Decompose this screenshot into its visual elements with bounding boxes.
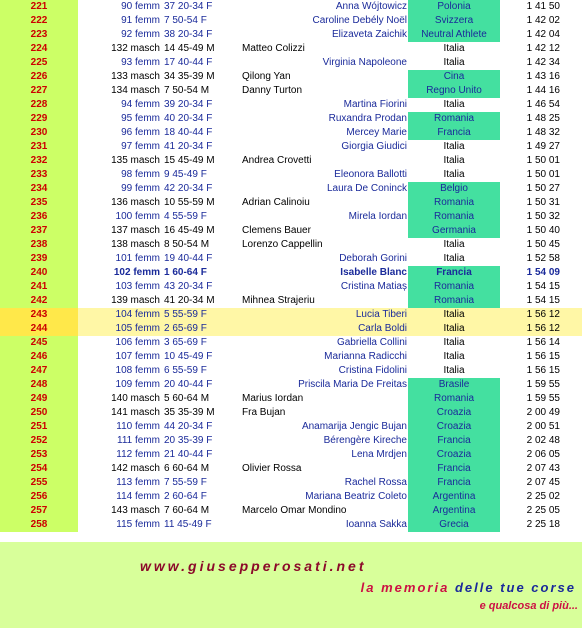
time-cell: 2 00 51 xyxy=(526,421,560,432)
gender-rank-cell: 95 femm xyxy=(121,113,160,124)
position-cell: 234 xyxy=(0,182,78,196)
position-cell: 255 xyxy=(0,476,78,490)
gender-rank-cell: 112 femm xyxy=(116,449,160,460)
gender-rank-cell: 133 masch xyxy=(111,71,160,82)
position-cell: 235 xyxy=(0,196,78,210)
time-cell: 1 50 31 xyxy=(526,197,560,208)
nation-cell: Brasile xyxy=(408,378,500,392)
position-cell: 251 xyxy=(0,420,78,434)
athlete-name-cell: Adrian Calinoiu xyxy=(242,197,310,208)
position-cell: 232 xyxy=(0,154,78,168)
table-row xyxy=(0,490,582,504)
gender-rank-cell: 102 femm xyxy=(113,267,160,278)
table-row xyxy=(0,434,582,448)
category-cell: 35 35-39 M xyxy=(164,407,215,418)
table-row xyxy=(0,84,582,98)
time-cell: 1 48 25 xyxy=(526,113,560,124)
nation-cell: Italia xyxy=(443,57,465,68)
category-cell: 20 35-39 F xyxy=(164,435,213,446)
gender-rank-cell: 136 masch xyxy=(111,197,160,208)
athlete-name-cell: Ruxandra Prodan xyxy=(328,113,407,124)
gender-rank-cell: 92 femm xyxy=(121,29,160,40)
time-cell: 1 42 02 xyxy=(526,15,560,26)
table-row xyxy=(0,336,582,350)
nation-cell: Neutral Athlete xyxy=(408,28,500,42)
position-cell: 229 xyxy=(0,112,78,126)
category-cell: 5 55-59 F xyxy=(164,309,207,320)
position-cell: 252 xyxy=(0,434,78,448)
time-cell: 1 56 12 xyxy=(526,309,560,320)
table-row xyxy=(0,420,582,434)
time-cell: 1 43 16 xyxy=(526,71,560,82)
table-row xyxy=(0,28,582,42)
athlete-name-cell: Carla Boldi xyxy=(358,323,407,334)
nation-cell: Italia xyxy=(443,169,465,180)
table-row xyxy=(0,378,582,392)
athlete-name-cell: Lorenzo Cappellin xyxy=(242,239,323,250)
category-cell: 8 50-54 M xyxy=(164,239,210,250)
nation-cell: Croazia xyxy=(408,420,500,434)
category-cell: 9 45-49 F xyxy=(164,169,207,180)
category-cell: 7 55-59 F xyxy=(164,477,207,488)
time-cell: 1 50 01 xyxy=(526,169,560,180)
athlete-name-cell: Matteo Colizzi xyxy=(242,43,305,54)
position-cell: 221 xyxy=(0,0,78,14)
time-cell: 1 50 40 xyxy=(526,225,560,236)
nation-cell: Francia xyxy=(408,266,500,280)
nation-cell: Italia xyxy=(443,253,465,264)
athlete-name-cell: Fra Bujan xyxy=(242,407,286,418)
nation-cell: Francia xyxy=(408,126,500,140)
gender-rank-cell: 109 femm xyxy=(115,379,160,390)
table-row xyxy=(0,126,582,140)
site-url[interactable]: www.giusepperosati.net xyxy=(140,558,367,574)
category-cell: 41 20-34 M xyxy=(164,295,215,306)
gender-rank-cell: 139 masch xyxy=(111,295,160,306)
category-cell: 21 40-44 F xyxy=(164,449,213,460)
athlete-name-cell: Mihnea Strajeriu xyxy=(242,295,315,306)
nation-cell: Francia xyxy=(408,476,500,490)
gender-rank-cell: 98 femm xyxy=(121,169,160,180)
gender-rank-cell: 106 femm xyxy=(115,337,160,348)
gender-rank-cell: 111 femm xyxy=(117,435,160,446)
athlete-name-cell: Andrea Crovetti xyxy=(242,155,312,166)
nation-cell: Argentina xyxy=(408,504,500,518)
position-cell: 227 xyxy=(0,84,78,98)
time-cell: 1 42 34 xyxy=(526,57,560,68)
athlete-name-cell: Elizaveta Zaichik xyxy=(331,29,407,40)
position-cell: 246 xyxy=(0,350,78,364)
table-row xyxy=(0,308,582,322)
gender-rank-cell: 110 femm xyxy=(116,421,160,432)
nation-cell: Cina xyxy=(408,70,500,84)
gender-rank-cell: 99 femm xyxy=(121,183,160,194)
category-cell: 19 40-44 F xyxy=(164,253,213,264)
table-row xyxy=(0,462,582,476)
nation-cell: Francia xyxy=(408,434,500,448)
category-cell: 2 60-64 F xyxy=(164,491,207,502)
gender-rank-cell: 103 femm xyxy=(115,281,160,292)
table-row xyxy=(0,448,582,462)
category-cell: 5 60-64 M xyxy=(164,393,210,404)
time-cell: 1 50 01 xyxy=(526,155,560,166)
position-cell: 238 xyxy=(0,238,78,252)
athlete-name-cell: Marianna Radicchi xyxy=(324,351,407,362)
nation-cell: Germania xyxy=(408,224,500,238)
time-cell: 1 54 15 xyxy=(526,281,560,292)
position-cell: 226 xyxy=(0,70,78,84)
athlete-name-cell: Martina Fiorini xyxy=(343,99,407,110)
table-row xyxy=(0,350,582,364)
position-cell: 248 xyxy=(0,378,78,392)
time-cell: 1 59 55 xyxy=(526,393,560,404)
nation-cell: Italia xyxy=(443,239,465,250)
athlete-name-cell: Priscila Maria De Freitas xyxy=(298,379,407,390)
time-cell: 1 50 27 xyxy=(526,183,560,194)
nation-cell: Croazia xyxy=(408,448,500,462)
position-cell: 228 xyxy=(0,98,78,112)
gender-rank-cell: 141 masch xyxy=(111,407,160,418)
table-row xyxy=(0,140,582,154)
position-cell: 256 xyxy=(0,490,78,504)
athlete-name-cell: Isabelle Blanc xyxy=(340,267,407,278)
category-cell: 16 45-49 M xyxy=(164,225,215,236)
category-cell: 44 20-34 F xyxy=(164,421,213,432)
time-cell: 1 50 32 xyxy=(526,211,560,222)
athlete-name-cell: Danny Turton xyxy=(242,85,303,96)
gender-rank-cell: 96 femm xyxy=(121,127,160,138)
nation-cell: Italia xyxy=(443,365,465,376)
time-cell: 1 42 12 xyxy=(526,43,560,54)
gender-rank-cell: 90 femm xyxy=(121,1,160,12)
nation-cell: Italia xyxy=(443,141,465,152)
gender-rank-cell: 138 masch xyxy=(111,239,160,250)
nation-cell: Italia xyxy=(443,155,465,166)
athlete-name-cell: Mercey Marie xyxy=(346,127,407,138)
time-cell: 1 46 54 xyxy=(526,99,560,110)
gender-rank-cell: 105 femm xyxy=(115,323,160,334)
athlete-name-cell: Ioanna Sakka xyxy=(345,519,407,530)
category-cell: 11 45-49 F xyxy=(164,519,212,530)
table-row xyxy=(0,56,582,70)
position-cell: 239 xyxy=(0,252,78,266)
gender-rank-cell: 134 masch xyxy=(111,85,160,96)
position-cell: 245 xyxy=(0,336,78,350)
time-cell: 1 44 16 xyxy=(526,85,560,96)
nation-cell: Polonia xyxy=(408,0,500,14)
table-row xyxy=(0,154,582,168)
nation-cell: Belgio xyxy=(408,182,500,196)
position-cell: 247 xyxy=(0,364,78,378)
time-cell: 1 42 04 xyxy=(526,29,560,40)
gender-rank-cell: 113 femm xyxy=(116,477,160,488)
nation-cell: Croazia xyxy=(408,406,500,420)
time-cell: 2 25 18 xyxy=(526,519,560,530)
table-row xyxy=(0,266,582,280)
gender-rank-cell: 100 femm xyxy=(115,211,160,222)
gender-rank-cell: 114 femm xyxy=(116,491,160,502)
category-cell: 7 50-54 M xyxy=(164,85,210,96)
table-row xyxy=(0,364,582,378)
table-row xyxy=(0,392,582,406)
category-cell: 17 40-44 F xyxy=(164,57,213,68)
category-cell: 10 55-59 M xyxy=(164,197,215,208)
position-cell: 224 xyxy=(0,42,78,56)
time-cell: 2 07 43 xyxy=(526,463,560,474)
athlete-name-cell: Bérengère Kireche xyxy=(323,435,407,446)
category-cell: 7 50-54 F xyxy=(164,15,207,26)
athlete-name-cell: Rachel Rossa xyxy=(344,477,407,488)
gender-rank-cell: 143 masch xyxy=(111,505,160,516)
table-row xyxy=(0,294,582,308)
athlete-name-cell: Qilong Yan xyxy=(242,71,291,82)
nation-cell: Italia xyxy=(443,43,465,54)
site-subtitle: e qualcosa di più... xyxy=(479,600,578,612)
category-cell: 6 60-64 M xyxy=(164,463,210,474)
table-row xyxy=(0,112,582,126)
athlete-name-cell: Mirela Iordan xyxy=(348,211,407,222)
gender-rank-cell: 104 femm xyxy=(115,309,160,320)
athlete-name-cell: Giorgia Giudici xyxy=(341,141,407,152)
table-row xyxy=(0,0,582,14)
nation-cell: Francia xyxy=(408,462,500,476)
gender-rank-cell: 97 femm xyxy=(121,141,160,152)
position-cell: 236 xyxy=(0,210,78,224)
category-cell: 1 60-64 F xyxy=(164,267,207,278)
position-cell: 244 xyxy=(0,322,78,336)
table-row xyxy=(0,252,582,266)
category-cell: 6 55-59 F xyxy=(164,365,207,376)
gender-rank-cell: 135 masch xyxy=(111,155,160,166)
athlete-name-cell: Marius Iordan xyxy=(242,393,304,404)
time-cell: 1 54 09 xyxy=(526,267,560,278)
athlete-name-cell: Gabriella Collini xyxy=(336,337,407,348)
athlete-name-cell: Lucia Tiberi xyxy=(355,309,407,320)
category-cell: 4 55-59 F xyxy=(164,211,207,222)
table-row xyxy=(0,196,582,210)
table-row xyxy=(0,182,582,196)
category-cell: 7 60-64 M xyxy=(164,505,210,516)
site-tagline xyxy=(361,580,576,595)
gender-rank-cell: 108 femm xyxy=(115,365,160,376)
athlete-name-cell: Eleonora Ballotti xyxy=(334,169,407,180)
time-cell: 2 06 05 xyxy=(526,449,560,460)
athlete-name-cell: Virginia Napoleone xyxy=(322,57,407,68)
position-cell: 250 xyxy=(0,406,78,420)
gender-rank-cell: 132 masch xyxy=(111,43,160,54)
time-cell: 1 56 12 xyxy=(526,323,560,334)
time-cell: 1 56 14 xyxy=(526,337,560,348)
time-cell: 1 41 50 xyxy=(526,1,560,12)
gender-rank-cell: 93 femm xyxy=(121,57,160,68)
gender-rank-cell: 142 masch xyxy=(111,463,160,474)
position-cell: 230 xyxy=(0,126,78,140)
category-cell: 37 20-34 F xyxy=(164,1,213,12)
nation-cell: Svizzera xyxy=(408,14,500,28)
category-cell: 20 40-44 F xyxy=(164,379,213,390)
table-row xyxy=(0,14,582,28)
category-cell: 38 20-34 F xyxy=(164,29,213,40)
position-cell: 257 xyxy=(0,504,78,518)
category-cell: 42 20-34 F xyxy=(164,183,213,194)
nation-cell: Romania xyxy=(408,294,500,308)
position-cell: 258 xyxy=(0,518,78,532)
time-cell: 1 59 55 xyxy=(526,379,560,390)
table-row xyxy=(0,224,582,238)
tagline-part-1: la memoria xyxy=(360,580,450,595)
table-row xyxy=(0,406,582,420)
position-cell: 253 xyxy=(0,448,78,462)
gender-rank-cell: 140 masch xyxy=(111,393,160,404)
time-cell: 1 52 58 xyxy=(526,253,560,264)
table-row xyxy=(0,504,582,518)
position-cell: 222 xyxy=(0,14,78,28)
nation-cell: Romania xyxy=(408,210,500,224)
table-row xyxy=(0,476,582,490)
time-cell: 2 25 02 xyxy=(526,491,560,502)
gender-rank-cell: 94 femm xyxy=(121,99,160,110)
position-cell: 233 xyxy=(0,168,78,182)
position-cell: 241 xyxy=(0,280,78,294)
time-cell: 2 00 49 xyxy=(526,407,560,418)
position-cell: 240 xyxy=(0,266,78,280)
table-row xyxy=(0,518,582,532)
athlete-name-cell: Cristina Matiaș xyxy=(340,281,407,292)
time-cell: 1 54 15 xyxy=(526,295,560,306)
category-cell: 34 35-39 M xyxy=(164,71,215,82)
time-cell: 2 07 45 xyxy=(526,477,560,488)
tagline-part-2: delle tue corse xyxy=(454,580,576,595)
nation-cell: Romania xyxy=(408,280,500,294)
nation-cell: Argentina xyxy=(408,490,500,504)
nation-cell: Regno Unito xyxy=(408,84,500,98)
nation-cell: Romania xyxy=(408,112,500,126)
athlete-name-cell: Laura De Coninck xyxy=(326,183,407,194)
time-cell: 1 56 15 xyxy=(526,365,560,376)
category-cell: 18 40-44 F xyxy=(164,127,213,138)
category-cell: 2 65-69 F xyxy=(164,323,207,334)
position-cell: 243 xyxy=(0,308,78,322)
gender-rank-cell: 91 femm xyxy=(121,15,160,26)
position-cell: 242 xyxy=(0,294,78,308)
gender-rank-cell: 137 masch xyxy=(111,225,160,236)
time-cell: 1 48 32 xyxy=(526,127,560,138)
time-cell: 1 56 15 xyxy=(526,351,560,362)
category-cell: 41 20-34 F xyxy=(164,141,213,152)
nation-cell: Italia xyxy=(443,337,465,348)
table-row xyxy=(0,42,582,56)
table-row xyxy=(0,238,582,252)
nation-cell: Romania xyxy=(408,392,500,406)
position-cell: 231 xyxy=(0,140,78,154)
athlete-name-cell: Clemens Bauer xyxy=(242,225,311,236)
category-cell: 43 20-34 F xyxy=(164,281,213,292)
table-row xyxy=(0,210,582,224)
athlete-name-cell: Deborah Gorini xyxy=(339,253,407,264)
nation-cell: Italia xyxy=(443,99,465,110)
category-cell: 3 65-69 F xyxy=(164,337,207,348)
category-cell: 14 45-49 M xyxy=(164,43,215,54)
gender-rank-cell: 107 femm xyxy=(115,351,160,362)
athlete-name-cell: Marcelo Omar Mondino xyxy=(242,505,347,516)
nation-cell: Italia xyxy=(443,351,465,362)
category-cell: 15 45-49 M xyxy=(164,155,215,166)
nation-cell: Italia xyxy=(443,323,465,334)
table-row xyxy=(0,98,582,112)
nation-cell: Grecia xyxy=(408,518,500,532)
position-cell: 254 xyxy=(0,462,78,476)
athlete-name-cell: Lena Mrdjen xyxy=(351,449,407,460)
category-cell: 40 20-34 F xyxy=(164,113,213,124)
table-row xyxy=(0,322,582,336)
position-cell: 223 xyxy=(0,28,78,42)
athlete-name-cell: Anna Wójtowicz xyxy=(335,1,407,12)
nation-cell: Romania xyxy=(408,196,500,210)
time-cell: 1 49 27 xyxy=(526,141,560,152)
nation-cell: Italia xyxy=(443,309,465,320)
time-cell: 2 25 05 xyxy=(526,505,560,516)
athlete-name-cell: Anamarija Jengic Bujan xyxy=(301,421,407,432)
athlete-name-cell: Olivier Rossa xyxy=(242,463,302,474)
position-cell: 237 xyxy=(0,224,78,238)
gender-rank-cell: 101 femm xyxy=(115,253,160,264)
gender-rank-cell: 115 femm xyxy=(116,519,160,530)
site-footer xyxy=(0,542,582,628)
athlete-name-cell: Caroline Debély Noël xyxy=(312,15,407,26)
time-cell: 2 02 48 xyxy=(526,435,560,446)
position-cell: 249 xyxy=(0,392,78,406)
category-cell: 39 20-34 F xyxy=(164,99,213,110)
category-cell: 10 45-49 F xyxy=(164,351,213,362)
table-row xyxy=(0,280,582,294)
athlete-name-cell: Mariana Beatriz Coleto xyxy=(305,491,407,502)
time-cell: 1 50 45 xyxy=(526,239,560,250)
position-cell: 225 xyxy=(0,56,78,70)
table-row xyxy=(0,168,582,182)
table-row xyxy=(0,70,582,84)
athlete-name-cell: Cristina Fidolini xyxy=(338,365,407,376)
